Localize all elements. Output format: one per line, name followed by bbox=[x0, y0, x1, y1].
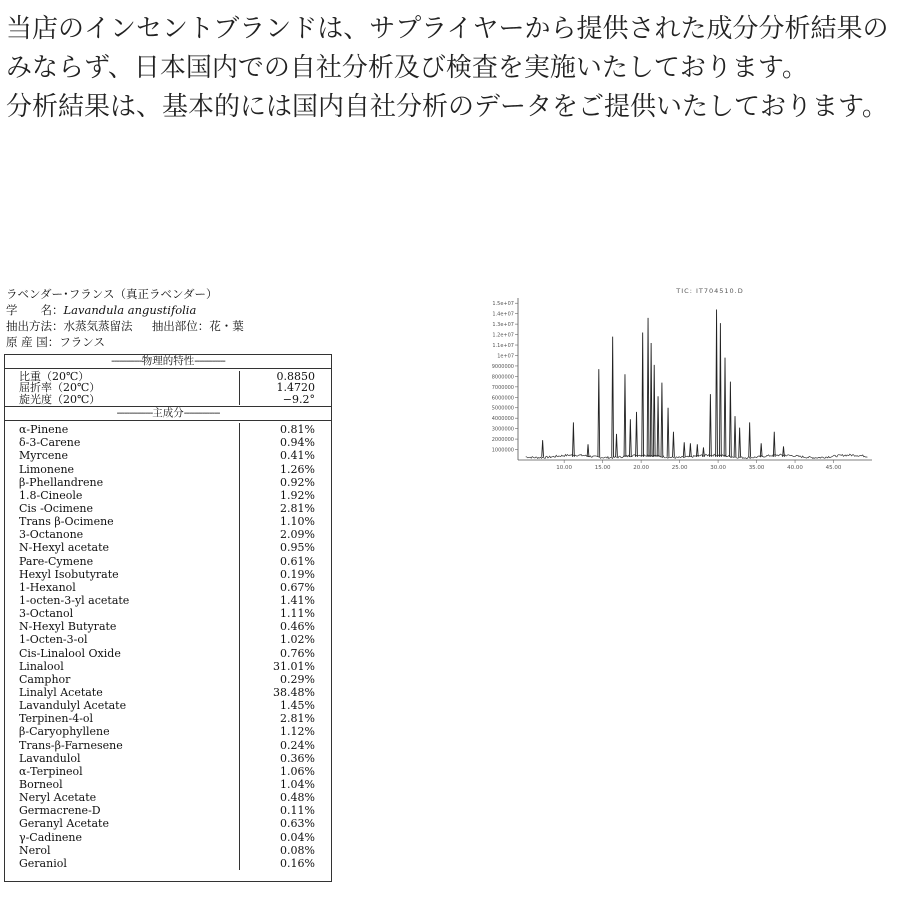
physical-row-name: 旋光度（20℃） bbox=[19, 392, 101, 406]
chart-peak bbox=[739, 428, 741, 457]
chart-peak bbox=[657, 396, 659, 457]
physical-row-name: 屈折率（20℃） bbox=[19, 381, 101, 395]
component-row-name: Limonene bbox=[19, 462, 75, 476]
chart-peak bbox=[650, 343, 652, 457]
intro-paragraph-2: 分析結果は、基本的には国内自社分析のデータをご提供いたしております。 bbox=[6, 92, 888, 122]
component-row bbox=[5, 686, 331, 699]
component-row bbox=[5, 463, 331, 476]
chart-y-tick-label: 4000000 bbox=[491, 416, 514, 423]
component-row-name: 3-Octanone bbox=[19, 528, 84, 542]
component-row-name: γ-Cadinene bbox=[19, 830, 83, 844]
chart-peak bbox=[598, 369, 600, 457]
extraction-row bbox=[6, 318, 336, 334]
chart-peak bbox=[636, 412, 638, 457]
component-row-value: 1.11% bbox=[239, 607, 331, 620]
origin-label: 原 産 国： bbox=[6, 335, 60, 349]
component-row bbox=[5, 647, 331, 660]
analysis-table bbox=[4, 354, 332, 882]
chart-peak bbox=[709, 394, 711, 457]
component-row-name: Borneol bbox=[19, 777, 63, 791]
component-row bbox=[5, 699, 331, 712]
component-row bbox=[5, 831, 331, 844]
component-row-value: 1.92% bbox=[239, 489, 331, 502]
component-row bbox=[5, 555, 331, 568]
chart-peak bbox=[624, 374, 626, 457]
component-row-value: 1.45% bbox=[239, 699, 331, 712]
chart-peak bbox=[734, 416, 736, 457]
component-row-value: 0.95% bbox=[239, 541, 331, 554]
chart-x-tick-label: 30.00 bbox=[710, 465, 726, 471]
component-row bbox=[5, 660, 331, 673]
chart-x-tick-label: 25.00 bbox=[671, 465, 688, 471]
chart-peak bbox=[719, 323, 721, 457]
component-row-name: Trans β-Ocimene bbox=[19, 515, 114, 529]
component-row bbox=[5, 541, 331, 554]
chromatogram-chart bbox=[460, 284, 880, 474]
component-row-name: 3-Octanol bbox=[19, 607, 74, 621]
component-row-name: Germacrene-D bbox=[19, 804, 101, 818]
component-row-value: 0.24% bbox=[239, 739, 331, 752]
component-row-value: 0.81% bbox=[239, 423, 331, 436]
component-row-value: 1.41% bbox=[239, 594, 331, 607]
component-row-value: 0.48% bbox=[239, 791, 331, 804]
physical-row bbox=[5, 394, 331, 405]
component-row bbox=[5, 502, 331, 515]
component-row-name: Lavandulyl Acetate bbox=[19, 699, 127, 713]
chart-y-tick-label: 1000000 bbox=[491, 447, 514, 454]
component-row bbox=[5, 725, 331, 738]
component-row bbox=[5, 817, 331, 830]
physical-row-value: 1.4720 bbox=[239, 382, 331, 393]
component-row-value: 2.81% bbox=[239, 712, 331, 725]
chart-peak bbox=[647, 318, 649, 457]
component-row-value: 0.41% bbox=[239, 449, 331, 462]
component-row-name: 1-octen-3-yl acetate bbox=[19, 594, 130, 607]
component-row-value: 0.36% bbox=[239, 752, 331, 765]
chart-y-tick-label: 1.3e+07 bbox=[492, 322, 514, 329]
chart-peak bbox=[716, 309, 718, 456]
components-heading: --------------主成分-------------- bbox=[5, 407, 331, 421]
component-row-value: 1.02% bbox=[239, 633, 331, 646]
component-row bbox=[5, 712, 331, 725]
component-row-value: 0.19% bbox=[239, 568, 331, 581]
component-row-name: 1-Octen-3-ol bbox=[19, 633, 88, 647]
component-row-value: 1.12% bbox=[239, 725, 331, 738]
chart-peak bbox=[629, 419, 631, 457]
component-row-value: 38.48% bbox=[239, 686, 331, 699]
chart-peak bbox=[642, 332, 644, 456]
chart-title: TIC: IT704510.D bbox=[676, 287, 744, 295]
latin-name: Lavandula angustifolia bbox=[63, 303, 197, 317]
component-row-name: β-Phellandrene bbox=[19, 475, 104, 489]
component-row bbox=[5, 528, 331, 541]
chart-peak bbox=[616, 434, 618, 457]
extraction-part: 花・葉 bbox=[209, 319, 244, 333]
chart-peak bbox=[542, 440, 544, 457]
chart-y-tick-label: 6000000 bbox=[491, 395, 514, 402]
physical-row-value: −9.2° bbox=[239, 394, 331, 405]
component-row-name: N-Hexyl acetate bbox=[19, 541, 110, 555]
component-row-value: 2.81% bbox=[239, 502, 331, 515]
component-row-name: Geraniol bbox=[19, 856, 67, 870]
component-row-name: Linalyl Acetate bbox=[19, 685, 103, 699]
chart-x-tick-label: 35.00 bbox=[748, 465, 765, 471]
component-row-value: 1.06% bbox=[239, 765, 331, 778]
component-row-name: Geranyl Acetate bbox=[19, 817, 109, 831]
component-row-value: 0.16% bbox=[239, 857, 331, 870]
component-row-value: 0.63% bbox=[239, 817, 331, 830]
chart-y-tick-label: 2000000 bbox=[491, 437, 514, 444]
extraction-part-label: 抽出部位： bbox=[151, 319, 210, 333]
component-row bbox=[5, 594, 331, 607]
component-row-name: Neryl Acetate bbox=[19, 791, 97, 805]
latin-name-label: 学 名： bbox=[6, 303, 64, 317]
chart-peak bbox=[760, 443, 762, 457]
component-row bbox=[5, 752, 331, 765]
chart-y-tick-label: 9000000 bbox=[491, 363, 514, 370]
component-row bbox=[5, 476, 331, 489]
component-row-name: Linalool bbox=[19, 659, 64, 673]
component-row-value: 0.61% bbox=[239, 555, 331, 568]
chart-peak bbox=[773, 432, 775, 457]
chart-y-tick-label: 1.1e+07 bbox=[492, 343, 514, 350]
component-row bbox=[5, 489, 331, 502]
chart-x-tick-label: 45.00 bbox=[825, 465, 842, 471]
chart-x-tick-label: 20.00 bbox=[633, 465, 650, 471]
component-row bbox=[5, 778, 331, 791]
component-row-name: Trans-β-Farnesene bbox=[19, 738, 123, 752]
component-row bbox=[5, 804, 331, 817]
chart-peak bbox=[653, 365, 655, 457]
physical-rows bbox=[5, 369, 331, 407]
component-row-value: 1.26% bbox=[239, 463, 331, 476]
intro-text bbox=[6, 10, 896, 127]
component-row bbox=[5, 607, 331, 620]
component-row bbox=[5, 857, 331, 870]
component-row-value: 0.04% bbox=[239, 831, 331, 844]
chart-x-tick-label: 40.00 bbox=[787, 465, 803, 471]
component-row-name: Myrcene bbox=[19, 449, 69, 463]
component-row-name: δ-3-Carene bbox=[19, 436, 81, 450]
component-row bbox=[5, 633, 331, 646]
extraction-method: 水蒸気蒸留法 bbox=[63, 319, 133, 333]
origin-country: フランス bbox=[59, 335, 105, 349]
component-row-value: 2.09% bbox=[239, 528, 331, 541]
component-row-name: Nerol bbox=[19, 843, 51, 857]
component-row-value: 1.10% bbox=[239, 515, 331, 528]
chart-peak bbox=[683, 442, 685, 457]
component-row bbox=[5, 568, 331, 581]
chart-y-tick-label: 5000000 bbox=[491, 405, 514, 412]
physical-row-name: 比重（20℃） bbox=[19, 370, 90, 383]
component-row-value: 0.67% bbox=[239, 581, 331, 594]
component-row-name: α-Pinene bbox=[19, 423, 69, 437]
component-row bbox=[5, 436, 331, 449]
chart-peak bbox=[587, 444, 589, 457]
component-row-name: Terpinen-4-ol bbox=[19, 712, 94, 726]
physical-row-value: 0.8850 bbox=[239, 371, 331, 382]
component-row-value: 0.76% bbox=[239, 647, 331, 660]
component-row-value: 0.94% bbox=[239, 436, 331, 449]
latin-name-row bbox=[6, 302, 336, 318]
origin-row bbox=[6, 334, 336, 350]
product-name: ラベンダー･フランス（真正ラベンダー） bbox=[6, 287, 218, 301]
component-row-name: Hexyl Isobutyrate bbox=[19, 567, 119, 581]
chart-y-tick-label: 3000000 bbox=[491, 426, 514, 433]
chart-y-tick-label: 1.5e+07 bbox=[492, 301, 514, 308]
component-row-value: 31.01% bbox=[239, 660, 331, 673]
component-row-name: α-Terpineol bbox=[19, 764, 83, 778]
chart-peak bbox=[573, 422, 575, 456]
component-row-value: 0.11% bbox=[239, 804, 331, 817]
component-row-name: Pare-Cymene bbox=[19, 554, 94, 568]
chart-peak bbox=[724, 358, 726, 457]
component-row-name: Cis -Ocimene bbox=[19, 502, 94, 516]
chart-peak bbox=[673, 432, 675, 457]
component-row bbox=[5, 515, 331, 528]
chart-peak bbox=[667, 408, 669, 457]
component-row bbox=[5, 423, 331, 436]
chart-y-tick-label: 1.2e+07 bbox=[492, 332, 514, 339]
component-row bbox=[5, 620, 331, 633]
component-row bbox=[5, 765, 331, 778]
chart-x-tick-label: 15.00 bbox=[594, 465, 611, 471]
component-row-name: β-Caryophyllene bbox=[19, 725, 110, 739]
component-row-name: 1.8-Cineole bbox=[19, 488, 83, 502]
chart-y-tick-label: 8000000 bbox=[491, 374, 514, 381]
component-row-value: 0.46% bbox=[239, 620, 331, 633]
product-info bbox=[6, 286, 336, 350]
extraction-label: 抽出方法： bbox=[6, 319, 64, 333]
component-row bbox=[5, 739, 331, 752]
component-row bbox=[5, 673, 331, 686]
chart-peak bbox=[749, 422, 751, 456]
physical-heading-text: 物理的特性 bbox=[141, 355, 195, 367]
physical-heading: ------------物理的特性------------ bbox=[5, 355, 331, 369]
component-row-name: Camphor bbox=[19, 672, 71, 686]
component-row-name: Cis-Linalool Oxide bbox=[19, 646, 121, 660]
component-row bbox=[5, 581, 331, 594]
component-row-name: N-Hexyl Butyrate bbox=[19, 620, 117, 634]
component-row-name: 1-Hexanol bbox=[19, 580, 76, 594]
chart-x-tick-label: 10.00 bbox=[556, 465, 573, 471]
component-row bbox=[5, 791, 331, 804]
intro-paragraph-1: 当店のインセントブランドは、サプライヤーから提供された成分分析結果のみならず、日本国内での自社分析及び検査を実施いたしております。 bbox=[6, 14, 889, 83]
component-row-value: 0.29% bbox=[239, 673, 331, 686]
component-row-value: 0.92% bbox=[239, 476, 331, 489]
chart-y-tick-label: 1e+07 bbox=[497, 353, 514, 360]
component-row-value: 0.08% bbox=[239, 844, 331, 857]
chart-peak bbox=[661, 383, 663, 457]
chart-y-tick-label: 7000000 bbox=[491, 384, 514, 391]
component-row-name: Lavandulol bbox=[19, 751, 81, 765]
component-rows bbox=[5, 421, 331, 870]
component-row bbox=[5, 449, 331, 462]
components-heading-text: 主成分 bbox=[152, 407, 184, 420]
component-row-value: 1.04% bbox=[239, 778, 331, 791]
chart-y-tick-label: 1.4e+07 bbox=[492, 311, 514, 318]
chart-peak bbox=[612, 337, 614, 457]
component-row bbox=[5, 844, 331, 857]
chart-peak bbox=[696, 444, 698, 457]
chart-peak bbox=[730, 382, 732, 457]
chart-peak bbox=[689, 443, 691, 457]
chart-peak bbox=[703, 447, 705, 456]
